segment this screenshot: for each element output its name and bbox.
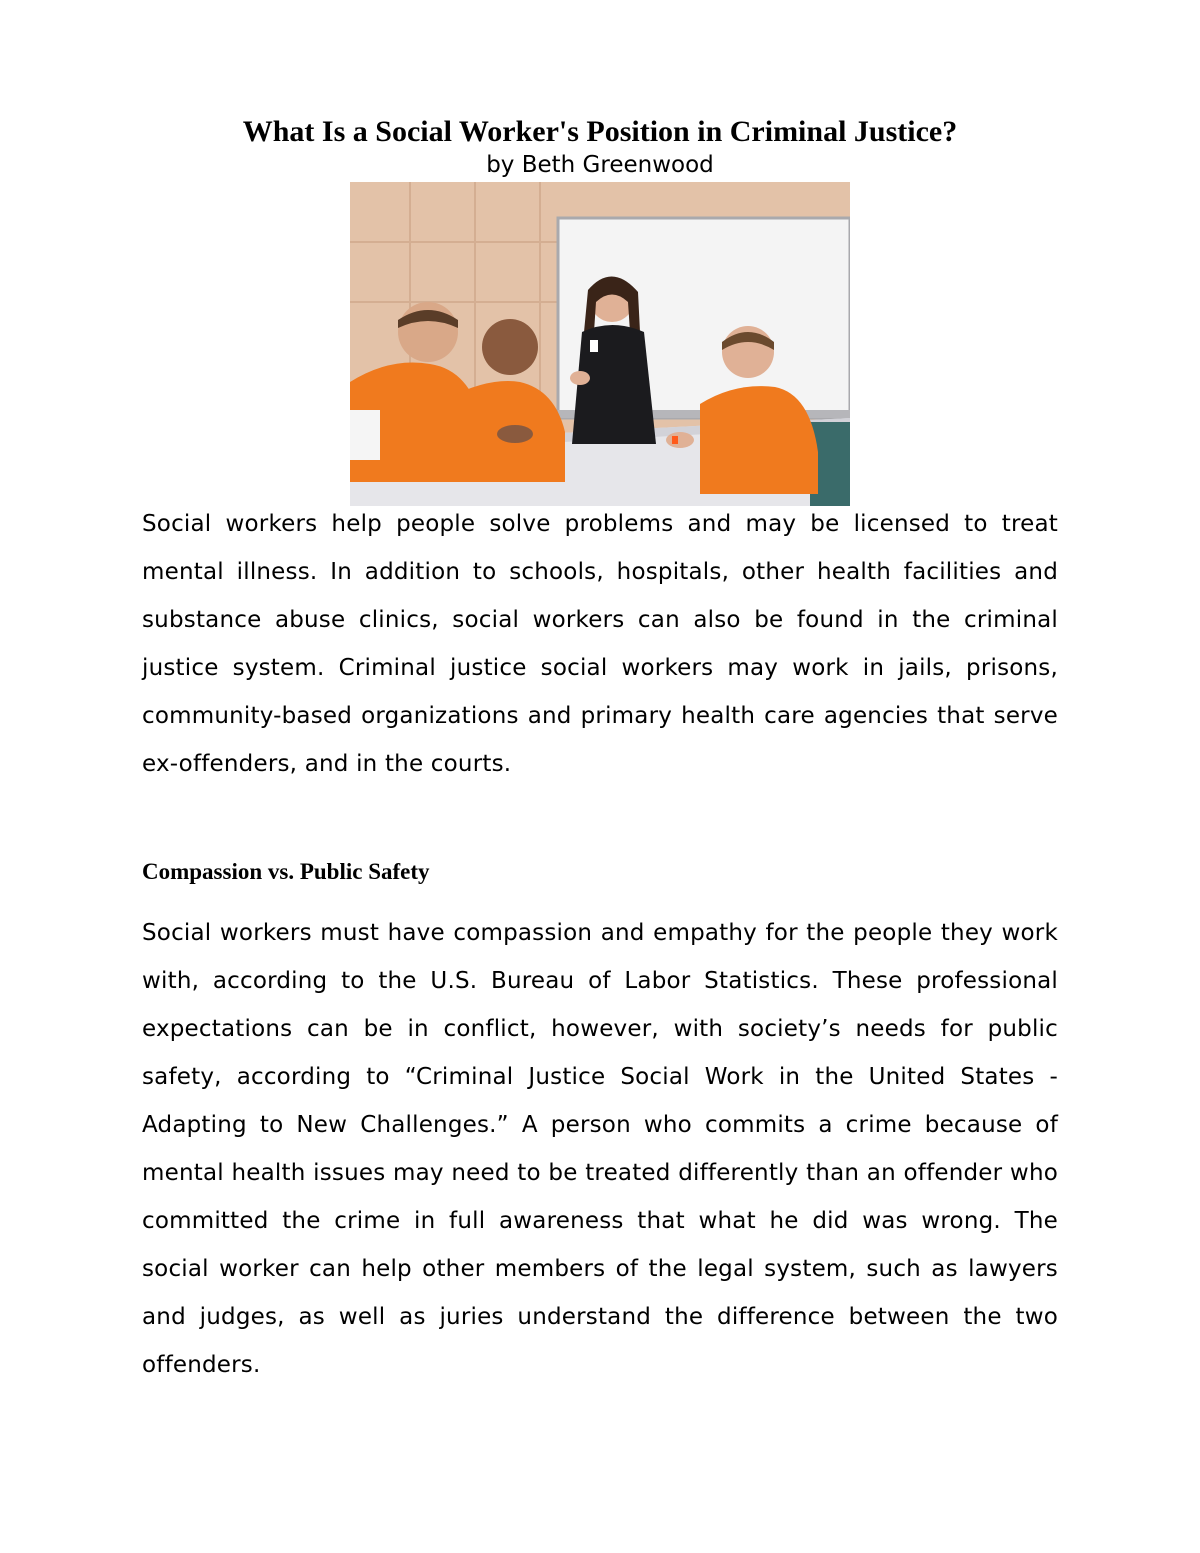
body-paragraph: Social workers must have compassion and empathy for the people they work with, according to the U.S. Bureau of Labor Statistics. These professional expectations can be in conflict, however, with society’s needs for public safety, according to “Criminal Justice Social Work in the United States - Adapting to New Challenges.” A person who commits a crime because of mental health issues may need to be treated differently than an offender who committed the crime in full awareness that what he did was wrong. The social worker can help other members of the legal system, such as lawyers and judges, as well as juries understand the difference between the two offenders. (142, 920, 1058, 1378)
section-heading: Compassion vs. Public Safety (142, 859, 430, 884)
author-byline: by Beth Greenwood (486, 152, 714, 178)
article-photo (350, 182, 850, 506)
classroom-scene-illustration (350, 182, 850, 506)
intro-paragraph: Social workers help people solve problems and may be licensed to treat mental illness. In addition to schools, hospitals, other health facilities and substance abuse clinics, social workers can also be found in the criminal justice system. Criminal justice social workers may work in jails, prisons, community-based organizations and primary health care agencies that serve ex-offenders, and in the courts. (142, 511, 1058, 777)
document-title: What Is a Social Worker's Position in Criminal Justice? (242, 115, 958, 148)
